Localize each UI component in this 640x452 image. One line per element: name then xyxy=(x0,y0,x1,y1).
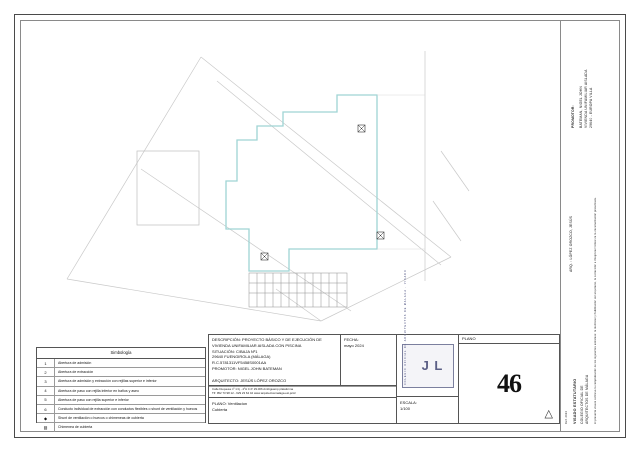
title-block xyxy=(208,268,560,424)
visado-stamp-area xyxy=(397,268,458,397)
legend-row xyxy=(37,414,205,423)
plano-number-area xyxy=(459,344,559,423)
verification-line-1: Calle Duquesa nº 1 bj - 2ºA C.P. 29.006 Ambiguamp plataforma xyxy=(212,387,294,392)
legend-row xyxy=(37,396,205,405)
title-block-middle xyxy=(397,268,459,423)
legend-row xyxy=(37,387,205,396)
promoter-band-label: PROMOTOR: xyxy=(571,105,575,128)
legend-row xyxy=(37,405,205,414)
signature-glyph: △ xyxy=(544,408,553,420)
legend-symbol: 2 xyxy=(37,368,55,376)
promoter-band-line-3: 29640 - EUROPA VILLA xyxy=(589,87,593,128)
scale-value: 1/100 xyxy=(400,406,411,411)
title-block-left xyxy=(209,335,397,423)
situation-label: SITUACIÓN: xyxy=(212,348,235,354)
plano-label: PLANO: xyxy=(212,401,227,406)
visado-band-note: El presente visado conlleva la comprobación de los siguientes extremos: la identidad y habilitación del arquitecto, la corrección e integridad formal de la documentación presentada. xyxy=(594,197,597,424)
legend-row xyxy=(37,368,205,377)
legend-row xyxy=(37,423,205,431)
stamp-side-text: COLEGIO OFICIAL DE ARQUITECTOS DE MÁLAGA · VISADO xyxy=(404,268,407,385)
legend-label: Abertura de paso con rejilla inferior en baños y aseo xyxy=(58,388,139,393)
description-label: DESCRIPCIÓN: xyxy=(212,337,241,342)
plano-number-label: PLANO xyxy=(459,335,559,344)
title-block-description xyxy=(209,335,340,385)
situation-value-2: 29640 FUENGIROLA (MÁLAGA) xyxy=(212,354,271,360)
visado-stamp xyxy=(402,268,454,388)
title-block-plano xyxy=(209,397,396,423)
scale-label: ESCALA: xyxy=(400,400,417,405)
description-value: PROYECTO BÁSICO Y DE EJECUCIÓN DE VIVIENDA UNIFAMILIAR AISLADA CON PISCINA xyxy=(212,337,322,348)
title-block-right xyxy=(459,335,559,423)
legend-label: Abertura de extracción xyxy=(58,370,94,375)
legend-row xyxy=(37,359,205,368)
legend-symbol-diamond: ◆ xyxy=(37,414,55,422)
legend-symbol: 3 xyxy=(37,377,55,385)
date-label: FECHA: xyxy=(344,337,359,342)
legend-label: Shunt de ventilación o huecos o chimeneas de cubierta xyxy=(58,416,144,421)
title-block-scale xyxy=(397,397,458,423)
plano-value-2: Cubierta xyxy=(212,407,228,412)
plano-value: Ventilacion xyxy=(227,401,248,406)
cadastral-reference: R.C.5781311VF5458S0001AA xyxy=(212,360,267,366)
title-block-date xyxy=(340,335,396,385)
plano-number: 46 xyxy=(497,368,521,398)
architect-value: JESÚS LÓPEZ OROZCO xyxy=(240,377,287,383)
architect-label: ARQUITECTO: xyxy=(212,377,240,383)
verification-line-2: Tlf: 952 73 98 12 - 629 23 64 42 www.arquitectosmalaga.est.je/A/ xyxy=(212,391,296,396)
legend-title: Simbología xyxy=(37,348,205,359)
right-vertical-band xyxy=(560,20,620,432)
legend-row xyxy=(37,377,205,386)
legend-label: Abertura de paso con rejilla superior e inferior xyxy=(58,397,129,402)
legend-symbol: 5 xyxy=(37,396,55,404)
title-block-description-row xyxy=(209,335,396,386)
legend-symbol: 6 xyxy=(37,405,55,413)
date-value: mayo 2024 xyxy=(344,342,364,348)
reference-code: Ref. 2024 xyxy=(565,410,568,424)
stamp-letters: J L xyxy=(421,358,444,373)
legend-label: Abertura de admisión y extracción con rejillas superior e inferior xyxy=(58,379,157,384)
legend-label: Abertura de admisión xyxy=(58,361,92,366)
verification-text xyxy=(209,386,396,397)
visado-band-title: VISADO ESTATUTARIO xyxy=(573,378,577,424)
legend-label: Conducto individual de extracción con conductos flexibles o shunt de ventilación y huecos xyxy=(58,407,198,412)
promoter-band-line-2: VIVIENDA UNIFAMILIAR AISLADA xyxy=(584,69,588,128)
legend-symbol: 1 xyxy=(37,359,55,367)
promoter-band-line-1: BATEMAN, NIGEL JOHN xyxy=(579,85,583,128)
visado-band-line-2: ARQUITECTOS DE MÁLAGA xyxy=(585,374,589,424)
architect-band-line: ARQ. : LÓPEZ OROZCO, JESÚS xyxy=(569,215,573,272)
visado-band-line-1: COLEGIO OFICIAL DE xyxy=(580,385,584,424)
situation-value: C/BAJA Nº1 xyxy=(236,348,258,354)
legend-symbol: 4 xyxy=(37,387,55,395)
promoter-value: NIGEL JOHN BATEMAN xyxy=(237,365,282,371)
legend-label: Chimenea de cubierta xyxy=(58,425,93,430)
legend-box xyxy=(36,347,206,430)
legend-symbol-hatch: ▨ xyxy=(37,423,55,431)
promoter-label: PROMOTOR: xyxy=(212,365,237,371)
